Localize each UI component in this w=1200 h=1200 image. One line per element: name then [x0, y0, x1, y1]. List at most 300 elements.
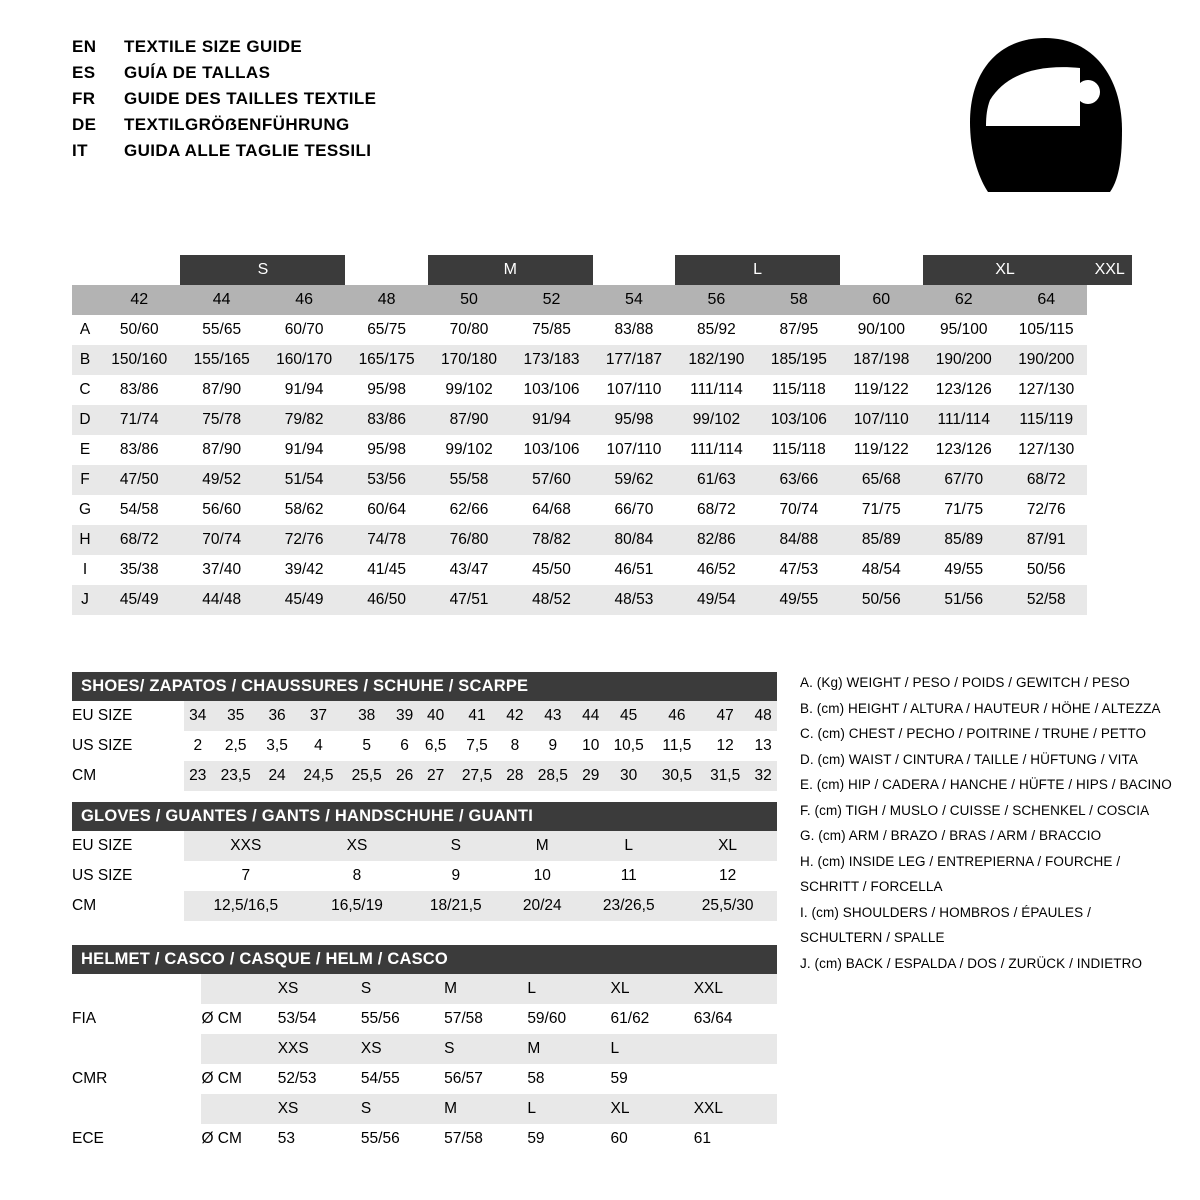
- measurement-cell: 111/114: [923, 405, 1005, 435]
- measurement-cell: 68/72: [1005, 465, 1087, 495]
- measurement-cell: 127/130: [1005, 435, 1087, 465]
- size-cell: 32: [749, 761, 777, 791]
- measurement-cell: 182/190: [675, 345, 757, 375]
- shoes-block: [72, 672, 777, 791]
- measurement-cell: 107/110: [593, 435, 675, 465]
- size-cell: 23,5: [212, 761, 260, 791]
- helmet-value-cell: 59: [611, 1064, 694, 1094]
- measurement-cell: 83/88: [593, 315, 675, 345]
- page-title-block: [72, 38, 772, 168]
- size-cell: 7: [184, 861, 308, 891]
- measurement-cell: 119/122: [840, 435, 922, 465]
- helmet-standard-label: ECE: [72, 1124, 201, 1154]
- title-line-it: [72, 142, 772, 159]
- size-group-header-row: [72, 255, 1132, 285]
- measurement-cell: 50/56: [1005, 555, 1087, 585]
- measurement-cell: 190/200: [923, 345, 1005, 375]
- size-cell: 24,5: [294, 761, 342, 791]
- legend-item: C. (cm) CHEST / PECHO / POITRINE / TRUHE / PETTO: [800, 726, 1147, 741]
- table-row: [72, 345, 1132, 375]
- measurement-cell: 170/180: [428, 345, 510, 375]
- size-cell: 35: [212, 701, 260, 731]
- helmet-value-cell: 58: [527, 1064, 610, 1094]
- helmet-unit-label: Ø CM: [201, 1124, 277, 1154]
- measurement-cell: 43/47: [428, 555, 510, 585]
- measurement-cell: 95/98: [345, 435, 427, 465]
- measurement-cell: 46/52: [675, 555, 757, 585]
- measurement-cell: 68/72: [98, 525, 180, 555]
- measurement-cell: 173/183: [510, 345, 592, 375]
- measurement-row-label: A: [72, 315, 98, 345]
- size-cell: 28: [501, 761, 529, 791]
- size-cell: 40: [418, 701, 452, 731]
- size-cell: 5: [343, 731, 391, 761]
- measurement-cell: 49/52: [180, 465, 262, 495]
- measurement-cell: 177/187: [593, 345, 675, 375]
- size-cell: 37: [294, 701, 342, 731]
- measurement-cell: 52/58: [1005, 585, 1087, 615]
- size-group-xxl: XXL: [1087, 255, 1132, 285]
- measurement-cell: 87/95: [758, 315, 840, 345]
- measurement-cell: 95/100: [923, 315, 1005, 345]
- size-cell: 30,5: [653, 761, 701, 791]
- gloves-title: GLOVES / GUANTES / GANTS / HANDSCHUHE / GUANTI: [72, 802, 777, 831]
- title-line-es: [72, 64, 772, 81]
- measurement-cell: 190/200: [1005, 345, 1087, 375]
- measurement-cell: 67/70: [923, 465, 1005, 495]
- size-cell: 43: [529, 701, 577, 731]
- size-cell: 18/21,5: [406, 891, 505, 921]
- size-cell: 12,5/16,5: [184, 891, 308, 921]
- gloves-table-body: [72, 831, 777, 921]
- measurement-cell: 60/64: [345, 495, 427, 525]
- measurement-cell: 75/85: [510, 315, 592, 345]
- measurement-cell: 160/170: [263, 345, 345, 375]
- size-column-header: 58: [758, 285, 840, 315]
- size-cell: XXS: [184, 831, 308, 861]
- size-cell: 41: [453, 701, 501, 731]
- size-cell: 10: [505, 861, 579, 891]
- measurement-cell: 48/54: [840, 555, 922, 585]
- title-text: TEXTILGRÖẞENFÜHRUNG: [124, 115, 350, 134]
- helmet-size-header: L: [527, 974, 610, 1004]
- helmet-unit-label: Ø CM: [201, 1064, 277, 1094]
- measurement-cell: 65/75: [345, 315, 427, 345]
- shoes-title: SHOES/ ZAPATOS / CHAUSSURES / SCHUHE / SCARPE: [72, 672, 777, 701]
- legend-item: SCHULTERN / SPALLE: [800, 930, 945, 945]
- measurement-cell: 76/80: [428, 525, 510, 555]
- group-corner-cell: [72, 255, 98, 285]
- size-cell: S: [406, 831, 505, 861]
- measurement-cell: 72/76: [263, 525, 345, 555]
- helmet-value-cell: 53/54: [278, 1004, 361, 1034]
- helmet-value-cell: 55/56: [361, 1124, 444, 1154]
- size-cell: 45: [605, 701, 653, 731]
- size-column-header: 42: [98, 285, 180, 315]
- helmet-size-header: XS: [278, 1094, 361, 1124]
- size-cell: 42: [501, 701, 529, 731]
- measurement-cell: 115/118: [758, 435, 840, 465]
- helmet-value-cell: 59: [527, 1124, 610, 1154]
- size-cell: 23/26,5: [579, 891, 678, 921]
- helmet-title: HELMET / CASCO / CASQUE / HELM / CASCO: [72, 945, 777, 974]
- measurement-cell: 90/100: [840, 315, 922, 345]
- measurement-cell: 66/70: [593, 495, 675, 525]
- measurement-cell: 46/50: [345, 585, 427, 615]
- measurement-cell: 35/38: [98, 555, 180, 585]
- row-label: EU SIZE: [72, 831, 184, 861]
- size-cell: 3,5: [260, 731, 294, 761]
- measurement-cell: 65/68: [840, 465, 922, 495]
- measurement-cell: 53/56: [345, 465, 427, 495]
- measurement-cell: 95/98: [593, 405, 675, 435]
- helmet-value-cell: 56/57: [444, 1064, 527, 1094]
- language-code: DE: [72, 115, 97, 134]
- measurement-cell: 111/114: [675, 435, 757, 465]
- size-column-header: 54: [593, 285, 675, 315]
- measurement-cell: 103/106: [510, 375, 592, 405]
- measurement-cell: 51/56: [923, 585, 1005, 615]
- measurement-cell: 47/53: [758, 555, 840, 585]
- helmet-size-header-empty: [694, 1034, 777, 1064]
- size-column-header: 56: [675, 285, 757, 315]
- size-group-l: L: [675, 255, 840, 285]
- measurement-row-label: E: [72, 435, 98, 465]
- size-column-header: 52: [510, 285, 592, 315]
- measurement-cell: 56/60: [180, 495, 262, 525]
- helmet-standard-label: FIA: [72, 1004, 201, 1034]
- measurement-cell: 99/102: [428, 435, 510, 465]
- measurement-cell: 37/40: [180, 555, 262, 585]
- measurement-cell: 71/74: [98, 405, 180, 435]
- size-cell: 47: [701, 701, 749, 731]
- helmet-value-cell: 53: [278, 1124, 361, 1154]
- measurement-cell: 46/51: [593, 555, 675, 585]
- size-cell: 2,5: [212, 731, 260, 761]
- legend-item: J. (cm) BACK / ESPALDA / DOS / ZURÜCK / INDIETRO: [800, 955, 1143, 971]
- legend-item: E. (cm) HIP / CADERA / HANCHE / HÜFTE / HIPS / BACINO: [800, 777, 1172, 792]
- table-row: [72, 555, 1132, 585]
- size-cell: 7,5: [453, 731, 501, 761]
- measurement-cell: 115/118: [758, 375, 840, 405]
- measurement-cell: 91/94: [263, 375, 345, 405]
- table-row: [72, 761, 777, 791]
- helmet-standard-row: [72, 1124, 777, 1154]
- legend-item: G. (cm) ARM / BRAZO / BRAS / ARM / BRACCIO: [800, 828, 1102, 843]
- row-label: US SIZE: [72, 861, 184, 891]
- measurement-cell: 49/54: [675, 585, 757, 615]
- measurement-cell: 72/76: [1005, 495, 1087, 525]
- size-cell: 46: [653, 701, 701, 731]
- measurement-cell: 79/82: [263, 405, 345, 435]
- helmet-standard-row: [72, 1064, 777, 1094]
- measurement-cell: 123/126: [923, 375, 1005, 405]
- size-column-header: 62: [923, 285, 1005, 315]
- title-line-de: [72, 116, 772, 133]
- helmet-unit-spacer: [201, 974, 277, 1004]
- title-text: GUÍA DE TALLAS: [124, 63, 271, 82]
- legend-item: A. (Kg) WEIGHT / PESO / POIDS / GEWITCH / PESO: [800, 675, 1130, 690]
- measurement-cell: 59/62: [593, 465, 675, 495]
- table-row: [72, 465, 1132, 495]
- title-text: TEXTILE SIZE GUIDE: [124, 37, 303, 56]
- measurement-cell: 47/51: [428, 585, 510, 615]
- measurement-row-label: I: [72, 555, 98, 585]
- size-number-header-row: [72, 285, 1132, 315]
- size-cell: 12: [678, 861, 777, 891]
- measurement-cell: 71/75: [840, 495, 922, 525]
- title-line-fr: [72, 90, 772, 107]
- size-cell: L: [579, 831, 678, 861]
- measurement-cell: 103/106: [510, 435, 592, 465]
- legend-item: F. (cm) TIGH / MUSLO / CUISSE / SCHENKEL / COSCIA: [800, 802, 1150, 818]
- measurement-cell: 63/66: [758, 465, 840, 495]
- measurement-cell: 70/74: [180, 525, 262, 555]
- helmet-size-header: L: [527, 1094, 610, 1124]
- measurement-cell: 85/92: [675, 315, 757, 345]
- measurement-cell: 83/86: [98, 435, 180, 465]
- title-text: GUIDE DES TAILLES TEXTILE: [124, 89, 377, 108]
- size-cell: 29: [577, 761, 605, 791]
- size-group-empty: [840, 255, 922, 285]
- measurement-cell: 107/110: [840, 405, 922, 435]
- measurement-cell: 74/78: [345, 525, 427, 555]
- legend-item: D. (cm) WAIST / CINTURA / TAILLE / HÜFTUNG / VITA: [800, 751, 1138, 767]
- measurement-cell: 80/84: [593, 525, 675, 555]
- size-group-xl: XL: [923, 255, 1088, 285]
- size-cell: M: [505, 831, 579, 861]
- measurement-cell: 87/90: [180, 435, 262, 465]
- size-cell: 25,5: [343, 761, 391, 791]
- language-code: EN: [72, 37, 97, 56]
- size-corner-cell: [72, 285, 98, 315]
- measurement-cell: 84/88: [758, 525, 840, 555]
- measurement-cell: 150/160: [98, 345, 180, 375]
- size-cell: 11: [579, 861, 678, 891]
- table-row: [72, 585, 1132, 615]
- measurement-cell: 45/50: [510, 555, 592, 585]
- helmet-value-cell: 55/56: [361, 1004, 444, 1034]
- measurement-row-label: J: [72, 585, 98, 615]
- measurement-legend: [800, 673, 1190, 979]
- size-cell: 28,5: [529, 761, 577, 791]
- measurement-cell: 68/72: [675, 495, 757, 525]
- language-code: ES: [72, 63, 96, 82]
- measurement-cell: 55/65: [180, 315, 262, 345]
- helmet-sizes-row: [72, 1094, 777, 1124]
- measurement-cell: 60/70: [263, 315, 345, 345]
- measurement-cell: 70/74: [758, 495, 840, 525]
- size-table-body: [72, 315, 1132, 615]
- helmet-size-header: S: [444, 1034, 527, 1064]
- helmet-sizes-row: [72, 974, 777, 1004]
- measurement-cell: 105/115: [1005, 315, 1087, 345]
- size-column-header: 50: [428, 285, 510, 315]
- measurement-row-label: G: [72, 495, 98, 525]
- row-label: CM: [72, 761, 184, 791]
- helmet-value-cell: 60: [611, 1124, 694, 1154]
- title-text: GUIDA ALLE TAGLIE TESSILI: [124, 141, 372, 160]
- measurement-cell: 99/102: [675, 405, 757, 435]
- size-cell: 4: [294, 731, 342, 761]
- measurement-cell: 123/126: [923, 435, 1005, 465]
- measurement-cell: 70/80: [428, 315, 510, 345]
- measurement-cell: 103/106: [758, 405, 840, 435]
- size-cell: 27: [418, 761, 452, 791]
- size-cell: 31,5: [701, 761, 749, 791]
- table-row: [72, 831, 777, 861]
- size-cell: 39: [391, 701, 419, 731]
- size-cell: 9: [406, 861, 505, 891]
- size-cell: 6: [391, 731, 419, 761]
- gloves-table: [72, 831, 777, 921]
- measurement-cell: 71/75: [923, 495, 1005, 525]
- size-column-header: 60: [840, 285, 922, 315]
- measurement-cell: 99/102: [428, 375, 510, 405]
- textile-size-table: [72, 255, 1132, 615]
- helmet-value-cell: 63/64: [694, 1004, 777, 1034]
- table-row: [72, 375, 1132, 405]
- measurement-row-label: D: [72, 405, 98, 435]
- size-group-empty: [345, 255, 427, 285]
- table-row: [72, 495, 1132, 525]
- measurement-cell: 48/52: [510, 585, 592, 615]
- measurement-cell: 91/94: [263, 435, 345, 465]
- helmet-standard-row: [72, 1004, 777, 1034]
- measurement-cell: 85/89: [923, 525, 1005, 555]
- helmet-size-header: M: [444, 1094, 527, 1124]
- helmet-value-cell-empty: [694, 1064, 777, 1094]
- table-row: [72, 525, 1132, 555]
- table-row: [72, 315, 1132, 345]
- measurement-cell: 44/48: [180, 585, 262, 615]
- legend-item: I. (cm) SHOULDERS / HOMBROS / ÉPAULES /: [800, 904, 1091, 920]
- size-cell: 36: [260, 701, 294, 731]
- helmet-value-cell: 57/58: [444, 1004, 527, 1034]
- measurement-cell: 85/89: [840, 525, 922, 555]
- legend-item: B. (cm) HEIGHT / ALTURA / HAUTEUR / HÖHE / ALTEZZA: [800, 700, 1161, 716]
- measurement-cell: 187/198: [840, 345, 922, 375]
- helmet-size-header: XXS: [278, 1034, 361, 1064]
- row-label: US SIZE: [72, 731, 184, 761]
- gloves-block: [72, 802, 777, 921]
- size-cell: 10: [577, 731, 605, 761]
- measurement-cell: 41/45: [345, 555, 427, 585]
- measurement-cell: 45/49: [263, 585, 345, 615]
- measurement-cell: 119/122: [840, 375, 922, 405]
- size-group-empty: [98, 255, 180, 285]
- measurement-cell: 111/114: [675, 375, 757, 405]
- helmet-value-cell: 61/62: [611, 1004, 694, 1034]
- helmet-size-header: M: [527, 1034, 610, 1064]
- helmet-size-header: XXL: [694, 974, 777, 1004]
- title-line-en: [72, 38, 772, 55]
- size-column-header: 64: [1005, 285, 1087, 315]
- measurement-cell: 127/130: [1005, 375, 1087, 405]
- row-label: EU SIZE: [72, 701, 184, 731]
- legend-item: SCHRITT / FORCELLA: [800, 879, 943, 894]
- size-cell: XL: [678, 831, 777, 861]
- helmet-size-header: L: [611, 1034, 694, 1064]
- helmet-value-cell: 52/53: [278, 1064, 361, 1094]
- shoes-table-body: [72, 701, 777, 791]
- measurement-row-label: H: [72, 525, 98, 555]
- helmet-value-cell: 57/58: [444, 1124, 527, 1154]
- measurement-cell: 55/58: [428, 465, 510, 495]
- table-row: [72, 891, 777, 921]
- language-code: FR: [72, 89, 96, 108]
- helmet-sizes-row-spacer: [72, 1034, 201, 1064]
- size-cell: 23: [184, 761, 212, 791]
- size-cell: 30: [605, 761, 653, 791]
- measurement-cell: 115/119: [1005, 405, 1087, 435]
- measurement-cell: 95/98: [345, 375, 427, 405]
- measurement-cell: 87/91: [1005, 525, 1087, 555]
- size-cell: 6,5: [418, 731, 452, 761]
- size-group-empty: [593, 255, 675, 285]
- measurement-cell: 64/68: [510, 495, 592, 525]
- size-cell: 38: [343, 701, 391, 731]
- measurement-cell: 49/55: [923, 555, 1005, 585]
- measurement-cell: 49/55: [758, 585, 840, 615]
- helmet-icon: [960, 30, 1130, 210]
- size-cell: 34: [184, 701, 212, 731]
- measurement-cell: 39/42: [263, 555, 345, 585]
- size-cell: 20/24: [505, 891, 579, 921]
- measurement-cell: 47/50: [98, 465, 180, 495]
- helmet-unit-spacer: [201, 1094, 277, 1124]
- measurement-cell: 50/60: [98, 315, 180, 345]
- helmet-sizes-row: [72, 1034, 777, 1064]
- size-group-m: M: [428, 255, 593, 285]
- size-cell: 13: [749, 731, 777, 761]
- measurement-cell: 51/54: [263, 465, 345, 495]
- measurement-row-label: C: [72, 375, 98, 405]
- helmet-size-header: M: [444, 974, 527, 1004]
- measurement-cell: 57/60: [510, 465, 592, 495]
- helmet-size-header: XL: [611, 974, 694, 1004]
- table-row: [72, 435, 1132, 465]
- size-column-header: 48: [345, 285, 427, 315]
- measurement-cell: 82/86: [675, 525, 757, 555]
- helmet-value-cell: 59/60: [527, 1004, 610, 1034]
- size-cell: 12: [701, 731, 749, 761]
- helmet-value-cell: 61: [694, 1124, 777, 1154]
- measurement-cell: 165/175: [345, 345, 427, 375]
- measurement-cell: 48/53: [593, 585, 675, 615]
- helmet-size-header: XXL: [694, 1094, 777, 1124]
- table-row: [72, 731, 777, 761]
- size-cell: 16,5/19: [308, 891, 407, 921]
- helmet-size-header: S: [361, 974, 444, 1004]
- size-group-s: S: [180, 255, 345, 285]
- helmet-size-header: S: [361, 1094, 444, 1124]
- measurement-cell: 91/94: [510, 405, 592, 435]
- size-column-header: 44: [180, 285, 262, 315]
- measurement-cell: 61/63: [675, 465, 757, 495]
- measurement-cell: 83/86: [98, 375, 180, 405]
- size-cell: 2: [184, 731, 212, 761]
- legend-item: H. (cm) INSIDE LEG / ENTREPIERNA / FOURCHE /: [800, 853, 1121, 869]
- measurement-cell: 78/82: [510, 525, 592, 555]
- helmet-block: [72, 945, 777, 1154]
- measurement-cell: 83/86: [345, 405, 427, 435]
- helmet-unit-label: Ø CM: [201, 1004, 277, 1034]
- table-row: [72, 405, 1132, 435]
- size-cell: 25,5/30: [678, 891, 777, 921]
- table-row: [72, 701, 777, 731]
- helmet-size-header: XS: [278, 974, 361, 1004]
